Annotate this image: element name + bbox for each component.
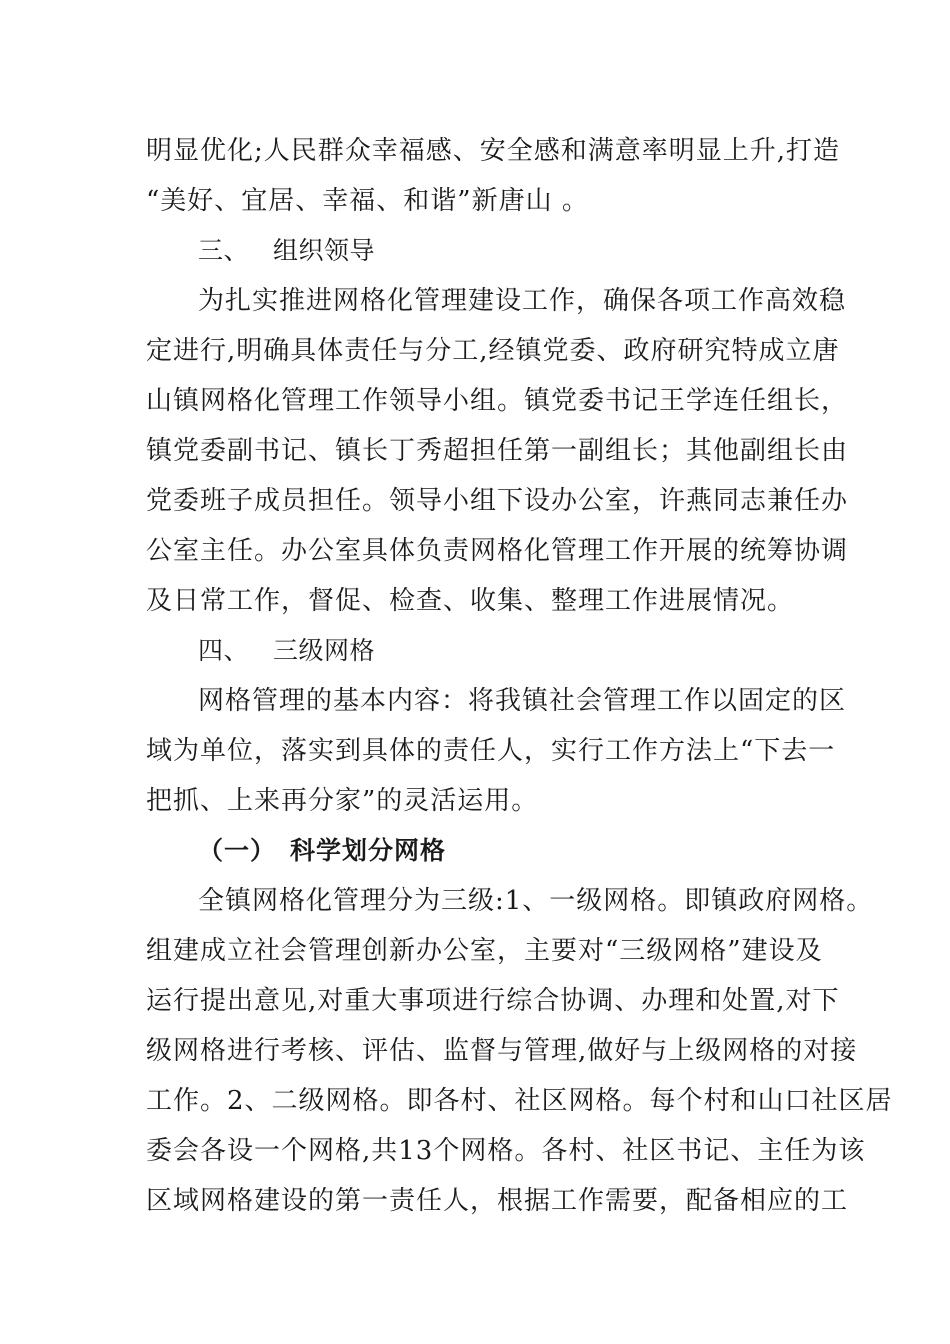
subsection-number: （一） [198,836,277,865]
paragraph-line: 山镇网格化管理工作领导小组。镇党委书记王学连任组长， [146,386,849,416]
paragraph-line: 及日常工作，督促、检查、收集、整理工作进展情况。 [146,586,795,616]
paragraph-line: 委会各设一个网格,共13个网格。各村、社区书记、主任为该 [146,1136,866,1166]
paragraph-line: 区域网格建设的第一责任人，根据工作需要，配备相应的工 [146,1186,849,1216]
paragraph-line: 党委班子成员担任。领导小组下设办公室，许燕同志兼任办 [146,486,849,516]
section-number: 三、 [198,236,250,265]
paragraph-line: 为扎实推进网格化管理建设工作，确保各项工作高效稳 [198,286,847,316]
paragraph-line: 组建成立社会管理创新办公室，主要对“三级网格”建设及 [146,936,823,966]
section-heading-4 [198,634,858,668]
paragraph-line: “美好、宜居、幸福、和谐”新唐山 。 [146,186,589,216]
subsection-title: 科学划分网格 [290,836,447,865]
section-heading-3 [198,234,858,268]
paragraph-line: 工作。2、二级网格。即各村、社区网格。每个村和山口社区居 [146,1086,893,1116]
section-title: 三级网格 [273,636,376,665]
paragraph-line: 明显优化;人民群众幸福感、安全感和满意率明显上升,打造 [146,136,841,166]
paragraph-line: 镇党委副书记、镇长丁秀超担任第一副组长；其他副组长由 [146,436,849,466]
paragraph-line: 公室主任。办公室具体负责网格化管理工作开展的统筹协调 [146,536,849,566]
paragraph-line: 把抓、上来再分家”的灵活运用。 [146,786,539,816]
paragraph-line: 域为单位，落实到具体的责任人，实行工作方法上“下去一 [146,736,836,766]
section-title: 组织领导 [273,236,376,265]
paragraph-line: 运行提出意见,对重大事项进行综合协调、办理和处置,对下 [146,986,840,1016]
subsection-heading-1 [198,834,858,868]
paragraph-line: 网格管理的基本内容：将我镇社会管理工作以固定的区 [198,686,847,716]
paragraph-line: 定进行,明确具体责任与分工,经镇党委、政府研究特成立唐 [146,336,840,366]
paragraph-line: 全镇网格化管理分为三级:1、一级网格。即镇政府网格。 [198,886,874,916]
section-number: 四、 [198,636,250,665]
paragraph-line: 级网格进行考核、评估、监督与管理,做好与上级网格的对接 [146,1036,858,1066]
